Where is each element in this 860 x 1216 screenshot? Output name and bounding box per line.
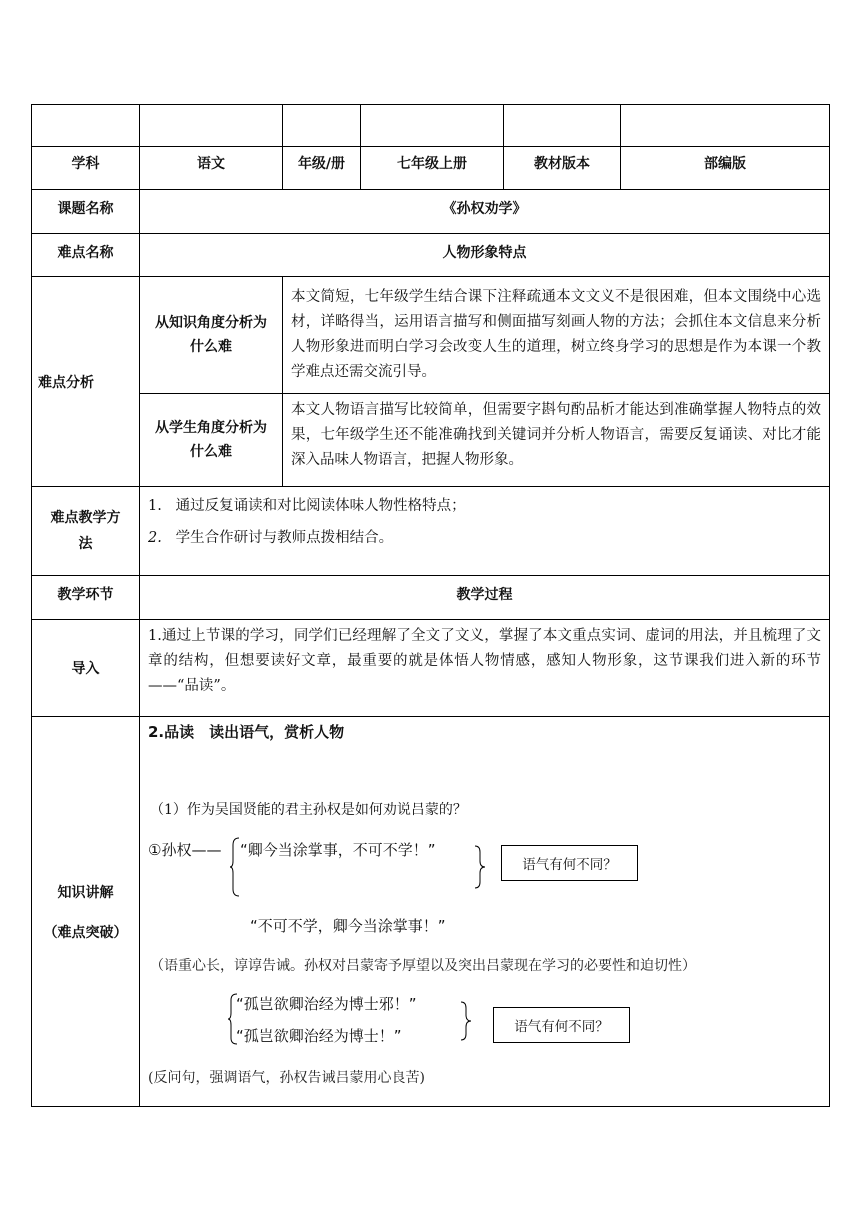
empty-cell bbox=[621, 105, 830, 147]
knowledge-angle-text-cell bbox=[283, 277, 830, 394]
quote-3: “孤岂欲卿治经为博士邪！” bbox=[236, 995, 417, 1013]
right-brace-2 bbox=[460, 1001, 472, 1041]
method-item-1 bbox=[148, 493, 829, 519]
subject-label: 学科 bbox=[32, 147, 140, 190]
knowledge-label-cell bbox=[32, 717, 140, 1107]
analysis-knowledge-row bbox=[32, 277, 830, 394]
knowledge-angle-label: 从知识角度分析为什么难 bbox=[155, 315, 267, 355]
empty-cell bbox=[32, 105, 140, 147]
empty-cell bbox=[283, 105, 361, 147]
lesson-plan-table bbox=[31, 104, 830, 1107]
process-header-row bbox=[32, 576, 830, 620]
note-2: (反问句，强调语气，孙权告诫吕蒙用心良苦) bbox=[148, 1070, 425, 1086]
speaker-label: ①孙权—— bbox=[148, 841, 222, 859]
note-1: （语重心长，谆谆告诫。孙权对吕蒙寄予厚望以及突出吕蒙现在学习的必要性和迫切性） bbox=[150, 958, 696, 974]
method-item-2-text: 学生合作研讨与教师点拨相结合。 bbox=[175, 530, 394, 546]
knowledge-content-cell bbox=[140, 717, 830, 1107]
subject-row bbox=[32, 147, 830, 190]
title-row bbox=[32, 190, 830, 234]
intro-label: 导入 bbox=[32, 620, 140, 717]
title-value: 《孙权劝学》 bbox=[140, 190, 830, 234]
method-row bbox=[32, 487, 830, 576]
stage-label: 教学环节 bbox=[32, 576, 140, 620]
intro-text-cell bbox=[140, 620, 830, 717]
difficulty-label: 难点名称 bbox=[32, 234, 140, 277]
edition-label: 教材版本 bbox=[504, 147, 621, 190]
difficulty-row bbox=[32, 234, 830, 277]
method-cell bbox=[140, 487, 830, 576]
quote-2: “不可不学，卿今当涂掌事！” bbox=[250, 917, 446, 935]
knowledge-row bbox=[32, 717, 830, 1107]
intro-row bbox=[32, 620, 830, 717]
knowledge-heading: 2.品读 读出语气，赏析人物 bbox=[148, 723, 345, 741]
question-text: （1）作为吴国贤能的君主孙权是如何劝说吕蒙的？ bbox=[150, 802, 467, 818]
student-angle-label: 从学生角度分析为什么难 bbox=[155, 420, 267, 460]
edition-value: 部编版 bbox=[621, 147, 830, 190]
difficulty-value: 人物形象特点 bbox=[140, 234, 830, 277]
intro-text: 1.通过上节课的学习，同学们已经理解了全文了文义，掌握了本文重点实词、虚词的用法，并且梳理了文章的结构，但想要读好文章，最重要的就是体悟人物情感，感知人物形象，这节课我们进入新的环节——“品读”。 bbox=[148, 628, 821, 694]
right-brace-1 bbox=[474, 845, 486, 889]
student-angle-cell bbox=[140, 394, 283, 487]
method-item-2-num: 2. bbox=[148, 530, 162, 546]
quote-4: “孤岂欲卿治经为博士！” bbox=[236, 1027, 402, 1045]
student-angle-text: 本文人物语言描写比较简单，但需要字斟句酌品析才能达到准确掌握人物特点的效果，七年级学生还不能准确找到关键词并分析人物语言，需要反复诵读、对比才能深入品味人物语言，把握人物形象。 bbox=[291, 402, 821, 468]
grade-label: 年级/册 bbox=[283, 147, 361, 190]
tone-question-box-2: 语气有何不同？ bbox=[493, 1007, 630, 1043]
analysis-label: 难点分析 bbox=[32, 277, 140, 487]
knowledge-angle-text: 本文简短，七年级学生结合课下注释疏通本文文义不是很困难，但本文围绕中心选材，详略得当，运用语言描写和侧面描写刻画人物的方法；会抓住本文信息来分析人物形象进而明白学习会改变人生的道理，树立终身学习的思想是作为本课一个教学难点还需交流引导。 bbox=[291, 289, 821, 380]
empty-cell bbox=[504, 105, 621, 147]
process-label: 教学过程 bbox=[140, 576, 830, 620]
method-item-1-num: 1. bbox=[148, 498, 162, 514]
analysis-student-row bbox=[32, 394, 830, 487]
tone-question-box-1: 语气有何不同？ bbox=[501, 845, 638, 881]
knowledge-label: 知识讲解 bbox=[57, 884, 114, 901]
left-brace-1 bbox=[230, 837, 240, 897]
method-item-2 bbox=[148, 525, 829, 551]
empty-top-row bbox=[32, 105, 830, 147]
empty-cell bbox=[361, 105, 504, 147]
subject-value: 语文 bbox=[140, 147, 283, 190]
knowledge-content bbox=[140, 717, 829, 1105]
method-label: 难点教学方法 bbox=[32, 487, 140, 576]
empty-cell bbox=[140, 105, 283, 147]
method-item-1-text: 通过反复诵读和对比阅读体味人物性格特点； bbox=[175, 498, 466, 514]
title-label: 课题名称 bbox=[32, 190, 140, 234]
knowledge-angle-cell bbox=[140, 277, 283, 394]
knowledge-sublabel: （难点突破） bbox=[43, 924, 128, 941]
quote-1: “卿今当涂掌事，不可不学！” bbox=[240, 841, 436, 859]
student-angle-text-cell bbox=[283, 394, 830, 487]
grade-value: 七年级上册 bbox=[361, 147, 504, 190]
